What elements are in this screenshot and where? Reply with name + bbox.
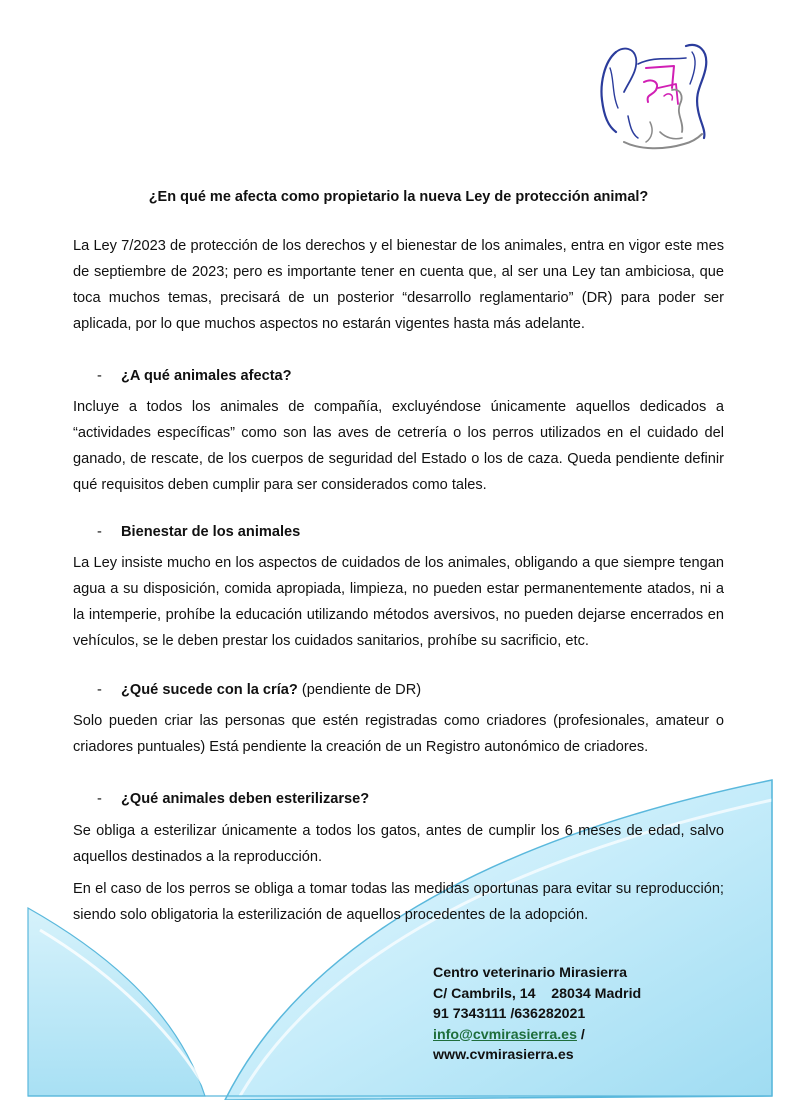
section-title: ¿Qué sucede con la cría? (121, 682, 298, 698)
email-suffix: / (576, 1026, 585, 1043)
section-note: (pendiente de DR) (297, 682, 422, 698)
section-paragraph: Solo pueden criar las personas que estén registradas como criadores (profesionales, amateur o criadores puntuales) Está pendiente la creación de un Registro autonómico de criadores. (73, 713, 724, 755)
section-heading (97, 680, 421, 700)
intro-paragraph: La Ley 7/2023 de protección de los derechos y el bienestar de los animales, entra en vigor este mes de septiembre de 2023; pero es importante tener en cuenta que, al ser una Ley tan ambiciosa, que toca muchos temas, precisará de un posterior “desarrollo reglamentario” (DR) para poder ser aplicada, por lo que muchos aspectos no estarán vigentes hasta más adelante. (73, 238, 724, 332)
clinic-address: C/ Cambrils, 14 28034 Madrid (433, 985, 642, 1002)
section-heading (97, 366, 292, 386)
page-title: ¿En qué me afecta como propietario la nueva Ley de protección animal? (148, 189, 649, 205)
clinic-phones: 91 7343111 /636282021 (433, 1006, 586, 1022)
section-title: ¿Qué animales deben esterilizarse? (121, 791, 370, 807)
section-title: Bienestar de los animales (121, 524, 301, 540)
bullet-dash: - (97, 368, 102, 384)
clinic-logo (594, 38, 716, 156)
footer-wave-decoration (0, 760, 797, 1100)
clinic-name: Centro veterinario Mirasierra (433, 965, 627, 981)
website-link[interactable]: www.cvmirasierra.es (433, 1047, 574, 1063)
contact-block (433, 963, 641, 1066)
section-paragraph: En el caso de los perros se obliga a tomar todas las medidas oportunas para evitar su reproducción; siendo solo obligatoria la esterilización de aquellos procedentes de la adopción. (73, 881, 724, 923)
bullet-dash: - (97, 682, 102, 698)
section-paragraph: Incluye a todos los animales de compañía, excluyéndose únicamente aquellos dedicados a “actividades específicas” como son las aves de cetrería o los perros utilizados en el cuidado del ganado, de rescate, de los cuerpos de seguridad del Estado o los de caza. Queda pendiente definir qué requisitos deben cumplir para ser considerados como tales. (73, 399, 724, 493)
section-paragraph: La Ley insiste mucho en los aspectos de cuidados de los animales, obligando a que siempre tengan agua a su disposición, comida apropiada, limpieza, no pueden estar permanentemente atados, ni a la intemperie, prohíbe la educación utilizando métodos aversivos, no pueden dejarse encerrados en vehículos, se le deben prestar los cuidados sanitarios, prohíbe su sacrificio, etc. (73, 555, 724, 649)
email-link[interactable]: info@cvmirasierra.es (433, 1026, 577, 1043)
email-line (433, 1025, 641, 1046)
section-paragraph: Se obliga a esterilizar únicamente a todos los gatos, antes de cumplir los 6 meses de edad, salvo aquellos destinados a la reproducción. (73, 823, 724, 865)
bullet-dash: - (97, 791, 102, 807)
section-heading (97, 522, 300, 542)
section-heading (97, 789, 369, 809)
section-title: ¿A qué animales afecta? (121, 368, 292, 384)
bullet-dash: - (97, 524, 102, 540)
